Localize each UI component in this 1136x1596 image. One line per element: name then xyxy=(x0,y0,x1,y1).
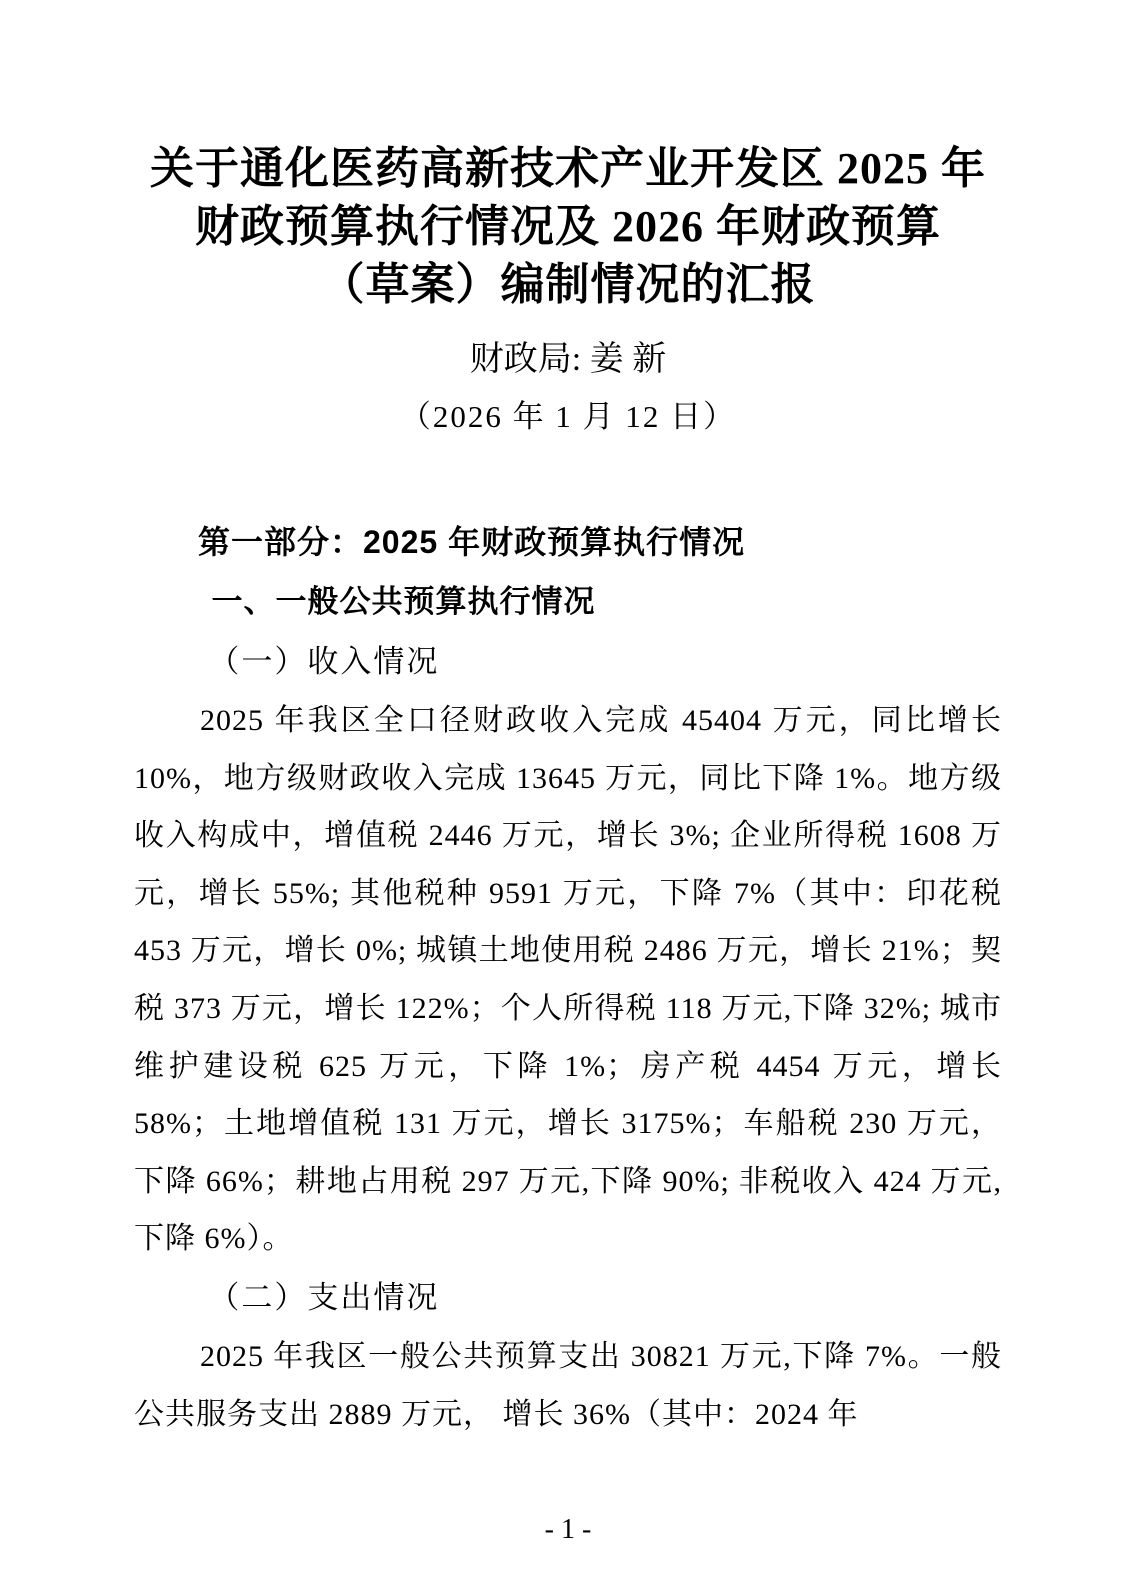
document-title-line-3: （草案）编制情况的汇报 xyxy=(320,260,816,309)
page-number: - 1 - xyxy=(544,1514,592,1545)
income-paragraph: 2025 年我区全口径财政收入完成 45404 万元，同比增长 10%，地方级财政收入完成 13645 万元，同比下降 1%。地方级收入构成中，增值税 2446 万元，增长 3%; 企业所得税 1608 万元，增长 55%; 其他税种 9591 万元，下降 7%（其中：印花税 453 万元，增长 0%; 城镇土地使用税 2486 万元，增长 21%；契税 373 万元，增长 122%；个人所得税 118 万元,下降 32%; 城市维护建设税 625 万元，下降 1%；房产税 4454 万元，增长 58%；土地增值税 131 万元，增长 3175%；车船税 230 万元，下降 66%；耕地占用税 297 万元,下降 90%; 非税收入 424 万元,下降 6%）。 xyxy=(134,704,1002,1256)
document-title-line-2: 财政预算执行情况及 2026 年财政预算 xyxy=(195,202,941,251)
document-title xyxy=(134,140,1002,314)
date-line: （2026 年 1 月 12 日） xyxy=(399,399,737,434)
byline: 财政局: 姜 新 xyxy=(469,341,667,378)
document-content xyxy=(134,0,1002,1443)
part1-heading: 第一部分：2025 年财政预算执行情况 xyxy=(198,524,746,560)
document-title-line-1: 关于通化医药高新技术产业开发区 2025 年 xyxy=(150,144,986,193)
subsection-income-heading: （一）收入情况 xyxy=(208,644,440,679)
expense-paragraph: 2025 年我区一般公共预算支出 30821 万元,下降 7%。一般公共服务支出 2889 万元， 增长 36%（其中：2024 年 xyxy=(134,1339,1002,1431)
subsection-expense-heading: （二）支出情况 xyxy=(208,1279,440,1315)
section1-heading: 一、一般公共预算执行情况 xyxy=(211,584,596,619)
